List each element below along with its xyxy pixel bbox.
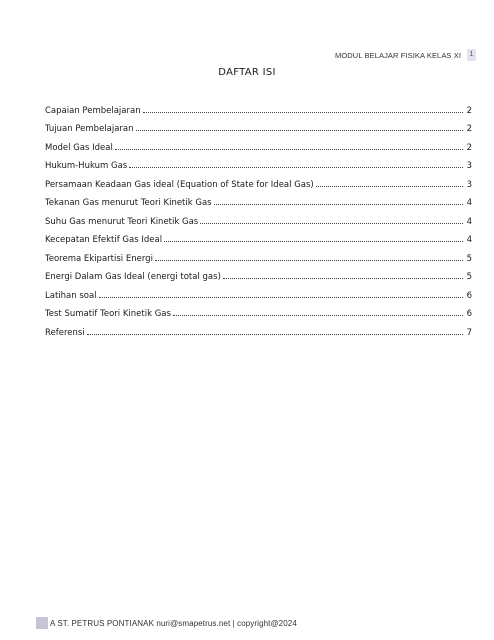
page-title: DAFTAR ISI [218,67,276,78]
toc-entry-label: Tekanan Gas menurut Teori Kinetik Gas [45,198,212,208]
toc-entry-page: 2 [466,124,472,134]
toc-entry-label: Latihan soal [45,290,97,301]
toc-dot-leader [200,215,463,226]
toc-entry-page: 4 [466,198,472,208]
toc-entry[interactable] [45,301,472,320]
toc-dot-leader [143,104,463,115]
toc-dot-leader [87,326,463,337]
toc-entry-page: 4 [466,235,472,245]
footer-text: A ST. PETRUS PONTIANAK nuri@smapetrus.net | copyright@2024 [50,618,297,628]
toc-entry-label: Test Sumatif Teori Kinetik Gas [45,309,171,319]
toc-entry[interactable] [45,171,472,190]
toc-entry-label: Model Gas Ideal [45,142,113,153]
toc-entry[interactable] [45,116,472,135]
toc-entry[interactable] [45,97,472,116]
toc-entry-page: 3 [466,161,472,171]
toc-dot-leader [155,252,463,263]
toc-entry-label: Persamaan Keadaan Gas ideal (Equation of State for Ideal Gas) [45,179,314,190]
toc-entry-label: Tujuan Pembelajaran [45,124,134,134]
toc-dot-leader [99,289,463,300]
toc-entry[interactable] [45,153,472,172]
toc-entry-page: 4 [466,216,472,227]
toc-entry[interactable] [45,208,472,227]
toc-entry-label: Teorema Ekipartisi Energi [45,253,153,264]
toc-entry-page: 5 [466,272,472,282]
toc-dot-leader [136,122,463,133]
toc-entry[interactable] [45,282,472,301]
page-header [335,49,476,61]
toc-dot-leader [214,196,463,207]
page-footer [36,617,297,629]
toc-entry[interactable] [45,190,472,209]
toc-entry-page: 5 [466,253,472,264]
toc-dot-leader [316,178,463,189]
toc-entry-page: 6 [466,309,472,319]
toc-entry-label: Kecepatan Efektif Gas Ideal [45,235,163,245]
toc-dot-leader [173,307,463,318]
toc-entry-page: 6 [466,290,472,301]
toc-entry[interactable] [45,319,472,338]
toc-entry-label: Capaian Pembelajaran [45,105,141,116]
toc-entry-page: 3 [466,179,472,190]
toc-dot-leader [223,270,463,281]
toc-entry-page: 7 [466,327,472,338]
toc-dot-leader [115,141,463,152]
table-of-contents [45,97,472,338]
toc-entry-label: Energi Dalam Gas Ideal (energi total gas) [45,272,221,282]
toc-entry[interactable] [45,264,472,283]
module-title: MODUL BELAJAR FISIKA KELAS XI [335,50,461,60]
footer-decoration [36,617,48,629]
toc-entry[interactable] [45,245,472,264]
page-number-badge: 1 [467,49,476,61]
toc-entry-page: 2 [466,105,472,116]
toc-dot-leader [164,233,463,244]
toc-entry-label: Referensi [45,327,85,338]
toc-entry[interactable] [45,134,472,153]
toc-entry-label: Hukum-Hukum Gas [45,161,128,171]
toc-dot-leader [129,159,463,170]
toc-entry[interactable] [45,227,472,246]
toc-entry-label: Suhu Gas menurut Teori Kinetik Gas [45,216,199,227]
toc-entry-page: 2 [466,142,472,153]
